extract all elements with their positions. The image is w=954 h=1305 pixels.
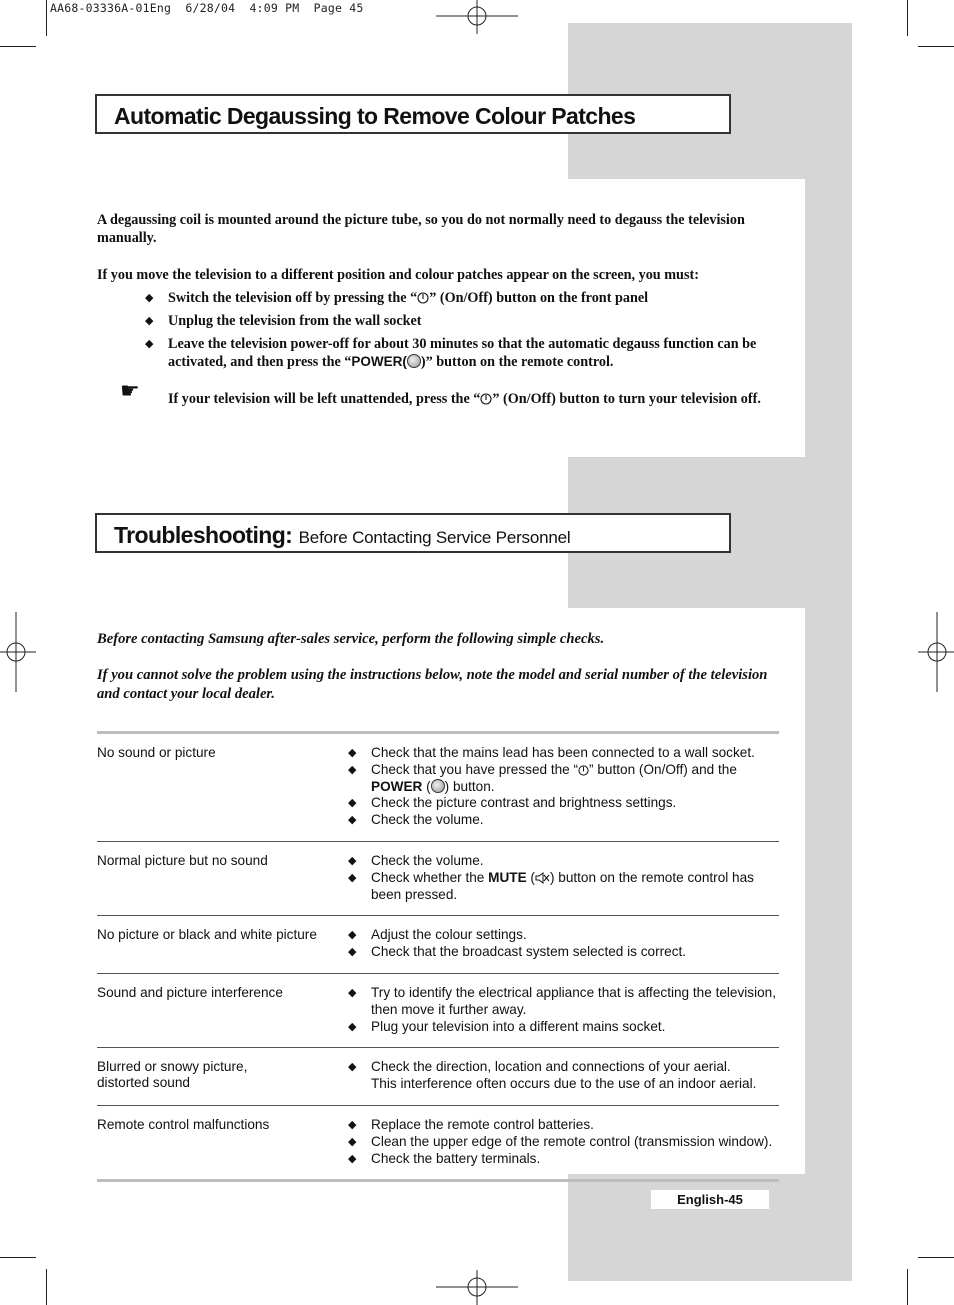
solution-item: ◆ Check the volume.	[348, 812, 484, 828]
crop-mark	[0, 46, 36, 47]
note-hand-icon: ☛	[120, 379, 140, 404]
troubleshooting-intro: Before contacting Samsung after-sales service, perform the following simple checks.	[97, 631, 605, 647]
power-button-icon	[431, 779, 445, 793]
power-label: POWER(	[351, 354, 407, 369]
power-button-icon	[407, 354, 421, 368]
solution-item: ◆ Check that the mains lead has been connected to a wall socket.	[348, 745, 755, 760]
diamond-bullet-icon: ◆	[348, 1152, 357, 1165]
solution-item: ◆ Check that you have pressed the “ ” button (On/Off) and the POWER ( ) button.	[348, 761, 737, 794]
note-text: If your television will be left unattended, press the “ ” (On/Off) button to turn your television off.	[168, 391, 761, 407]
table-row	[97, 916, 779, 974]
solution-cell	[348, 973, 779, 1047]
diamond-bullet-icon: ◆	[348, 1135, 357, 1148]
crop-mark	[46, 0, 47, 36]
diamond-bullet-icon: ◆	[348, 854, 357, 867]
diamond-bullet-icon: ◆	[145, 292, 154, 304]
solution-item: ◆ Check that the broadcast system selected is correct.	[348, 944, 687, 960]
problem-cell: Normal picture but no sound	[97, 841, 348, 915]
side-band-right-lower	[805, 608, 852, 1174]
diamond-bullet-icon: ◆	[348, 1061, 357, 1074]
registration-mark-icon	[436, 1270, 518, 1305]
problem-cell: Blurred or snowy picture, distorted sound	[97, 1048, 348, 1106]
diamond-bullet-icon: ◆	[348, 871, 357, 884]
registration-mark-icon	[436, 0, 518, 34]
problem-cell: Sound and picture interference	[97, 973, 348, 1047]
crop-mark	[46, 1269, 47, 1305]
solution-item: ◆ Check the battery terminals.	[348, 1150, 541, 1166]
solution-cell	[348, 916, 779, 974]
diamond-bullet-icon: ◆	[348, 986, 357, 999]
solution-item: ◆ Check the volume.	[348, 852, 484, 868]
power-onoff-icon	[480, 393, 492, 405]
section-title-box	[95, 94, 731, 134]
diamond-bullet-icon: ◆	[145, 338, 154, 350]
crop-mark	[0, 1257, 36, 1258]
diamond-bullet-icon: ◆	[348, 814, 357, 827]
registration-mark-icon	[0, 612, 36, 692]
solution-item: ◆ Check whether the MUTE ( ) button on the remote control has been pressed.	[348, 869, 754, 902]
solution-cell	[348, 1048, 779, 1106]
table-row	[97, 973, 779, 1047]
diamond-bullet-icon: ◆	[348, 797, 357, 810]
diamond-bullet-icon: ◆	[348, 763, 357, 776]
section-title-box	[95, 513, 731, 553]
table-row	[97, 1105, 779, 1180]
side-band-right-upper	[805, 179, 852, 457]
problem-cell: No picture or black and white picture	[97, 916, 348, 974]
intro-paragraph: A degaussing coil is mounted around the picture tube, so you do not normally need to degauss the television manually.	[97, 212, 745, 246]
solution-cell	[348, 841, 779, 915]
registration-mark-icon	[918, 612, 954, 692]
diamond-bullet-icon: ◆	[145, 315, 154, 327]
crop-mark	[907, 0, 908, 36]
solution-cell	[348, 1105, 779, 1180]
crop-mark	[918, 1257, 954, 1258]
solution-item: ◆ Check the direction, location and connections of your aerial. This interference often occurs due to the use of an indoor aerial.	[348, 1059, 757, 1092]
section-title: Troubleshooting: Before Contacting Service Personnel	[114, 522, 571, 548]
page-title: Automatic Degaussing to Remove Colour Patches	[114, 103, 636, 129]
mute-label: MUTE	[488, 869, 527, 885]
crop-mark	[918, 46, 954, 47]
troubleshooting-intro: If you cannot solve the problem using the instructions below, note the model and serial number of the television and contact your local dealer.	[97, 667, 768, 702]
solution-item: ◆ Clean the upper edge of the remote control (transmission window).	[348, 1133, 773, 1149]
print-header: AA68-03336A-01Eng 6/28/04 4:09 PM Page 45	[50, 1, 364, 15]
solution-item: ◆ Plug your television into a different mains socket.	[348, 1018, 666, 1034]
diamond-bullet-icon: ◆	[348, 946, 357, 959]
crop-mark	[907, 1269, 908, 1305]
mute-icon	[535, 872, 550, 884]
lead-paragraph: If you move the television to a different position and colour patches appear on the screen, you must:	[97, 267, 699, 283]
page-number: English-45	[651, 1190, 769, 1209]
table-row	[97, 733, 779, 842]
power-label: POWER	[371, 778, 423, 794]
troubleshooting-table	[97, 731, 779, 1182]
problem-cell: No sound or picture	[97, 745, 216, 760]
problem-cell: Remote control malfunctions	[97, 1105, 348, 1180]
solution-item: ◆ Adjust the colour settings.	[348, 927, 527, 943]
power-onoff-icon	[578, 765, 589, 776]
table-row	[97, 1048, 779, 1106]
diamond-bullet-icon: ◆	[348, 929, 357, 942]
table-row	[97, 841, 779, 915]
diamond-bullet-icon: ◆	[348, 1020, 357, 1033]
solution-item: ◆ Check the picture contrast and brightness settings.	[348, 795, 677, 811]
solution-cell	[348, 733, 779, 842]
diamond-bullet-icon: ◆	[348, 1118, 357, 1131]
solution-item: ◆ Try to identify the electrical appliance that is affecting the television, then move it further away.	[348, 984, 777, 1017]
diamond-bullet-icon: ◆	[348, 747, 357, 759]
solution-item: ◆ Replace the remote control batteries.	[348, 1116, 594, 1132]
power-onoff-icon	[417, 292, 429, 304]
